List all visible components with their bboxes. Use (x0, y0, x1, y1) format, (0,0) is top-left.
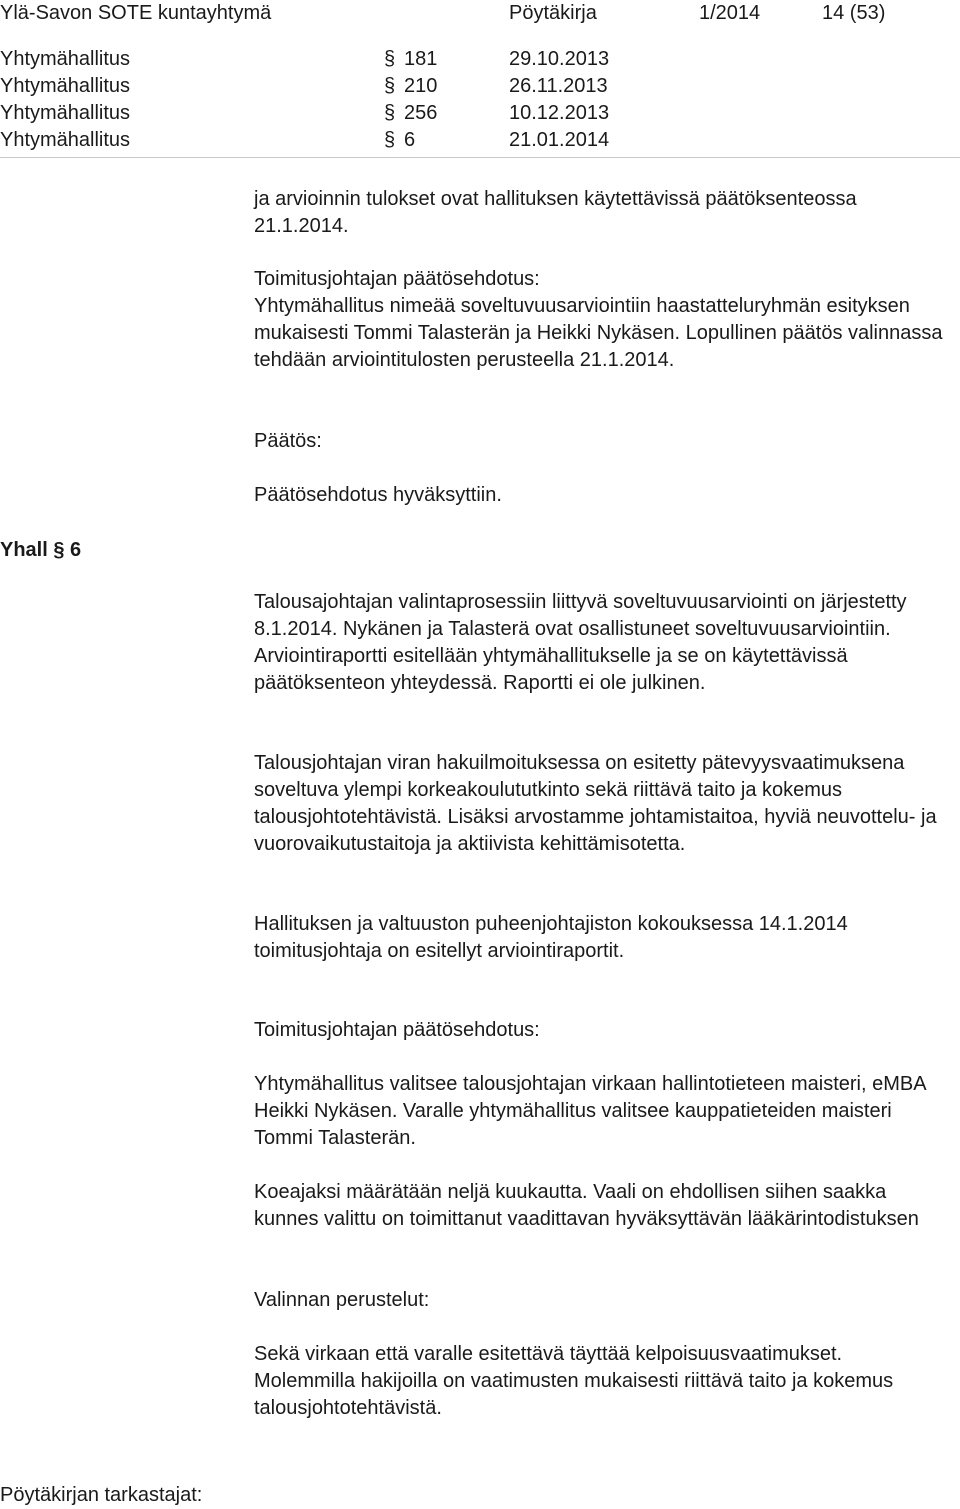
meeting-body: Yhtymähallitus (0, 75, 131, 97)
meeting-section-number: 6 (404, 129, 416, 151)
meeting-row (0, 127, 960, 154)
meeting-date: 21.01.2014 (509, 129, 610, 151)
proposal-label: Toimitusjohtajan päätösehdotus: (254, 268, 540, 290)
proposal-label: Toimitusjohtajan päätösehdotus: (254, 1019, 540, 1041)
header-divider (0, 157, 960, 158)
section2-para1 (254, 589, 944, 697)
section-sign: § (384, 75, 396, 97)
meeting-row (0, 73, 960, 100)
meeting-row (0, 100, 960, 127)
document-type: Pöytäkirja (509, 2, 597, 24)
inspectors-label: Pöytäkirjan tarkastajat: (0, 1484, 203, 1506)
decision-label: Päätös: (254, 430, 322, 452)
paragraph: Koeajaksi määrätään neljä kuukautta. Vaali on ehdollisen siihen saakka kunnes valittu on toimittanut vaadittavan hyväksyttävän lääkärintodistuksen (254, 1181, 919, 1230)
paragraph: Yhtymähallitus valitsee talousjohtajan virkaan hallintotieteen maisteri, eMBA Heikki Nykäsen. Varalle yhtymähallitus valitsee kauppatieteiden maisteri Tommi Talasterän. (254, 1073, 926, 1149)
meeting-date: 10.12.2013 (509, 102, 610, 124)
page-header (0, 0, 960, 28)
section-sign: § (384, 129, 396, 151)
meeting-section-number: 181 (404, 48, 438, 70)
page-number: 14 (53) (822, 2, 886, 24)
intro-text: ja arvioinnin tulokset ovat hallituksen käytettävissä päätöksenteossa 21.1.2014. (254, 188, 857, 237)
proposal-text: Yhtymähallitus nimeää soveltuvuusarviointiin haastatteluryhmän esityksen mukaisesti Tommi Talasterän ja Heikki Nykäsen. Lopullinen päätös valinnassa tehdään arviointitulosten perusteella 21.1.2014. (254, 295, 943, 371)
meeting-section-number: 210 (404, 75, 438, 97)
meeting-body: Yhtymähallitus (0, 129, 131, 151)
section2-proposal-p2 (254, 1179, 944, 1233)
section2-para3 (254, 911, 944, 965)
section1-decision-label-block (254, 428, 944, 455)
section2-para2 (254, 750, 944, 858)
section-sign: § (384, 48, 396, 70)
section1-proposal (254, 266, 944, 374)
meeting-references (0, 46, 960, 154)
paragraph: Talousjohtajan viran hakuilmoituksessa on esitetty pätevyysvaatimuksena soveltuva ylempi korkeakoulututkinto sekä riittävä taito ja kokemus talousjohtotehtävistä. Lisäksi arvostamme johtamistaitoa, hyviä neuvottelu- ja vuorovaikutustaitoja ja aktiivista kehittämisotetta. (254, 752, 937, 855)
section1-intro (254, 186, 944, 240)
organization-name: Ylä-Savon SOTE kuntayhtymä (0, 2, 272, 24)
document-number: 1/2014 (699, 2, 761, 24)
paragraph: Sekä virkaan että varalle esitettävä täyttää kelpoisuusvaatimukset. Molemmilla hakijoilla on vaatimusten mukaisesti riittävä taito ja kokemus talousjohtotehtävistä. (254, 1343, 894, 1419)
section2-proposal-p1 (254, 1071, 944, 1152)
section-identifier: Yhall § 6 (0, 539, 82, 561)
meeting-date: 29.10.2013 (509, 48, 610, 70)
section1-decision-block (254, 482, 944, 509)
section-sign: § (384, 102, 396, 124)
paragraph: Talousajohtajan valintaprosessiin liittyvä soveltuvuusarviointi on järjestetty 8.1.2014. Nykänen ja Talasterä ovat osallistuneet soveltuvuusarviointiin. Arviointiraportti esitellään yhtymähallitukselle ja se on käytettävissä päätöksenteon yhteydessä. Raportti ei ole julkinen. (254, 591, 907, 694)
section2-criteria-label-block (254, 1287, 944, 1314)
meeting-row (0, 46, 960, 73)
meeting-body: Yhtymähallitus (0, 48, 131, 70)
decision-text: Päätösehdotus hyväksyttiin. (254, 484, 502, 506)
section2-criteria-block (254, 1341, 944, 1422)
meeting-body: Yhtymähallitus (0, 102, 131, 124)
section2-proposal-label-block (254, 1017, 944, 1044)
meeting-section-number: 256 (404, 102, 438, 124)
criteria-label: Valinnan perustelut: (254, 1289, 430, 1311)
paragraph: Hallituksen ja valtuuston puheenjohtajiston kokouksessa 14.1.2014 toimitusjohtaja on esitellyt arviointiraportit. (254, 913, 848, 962)
meeting-date: 26.11.2013 (509, 75, 608, 97)
